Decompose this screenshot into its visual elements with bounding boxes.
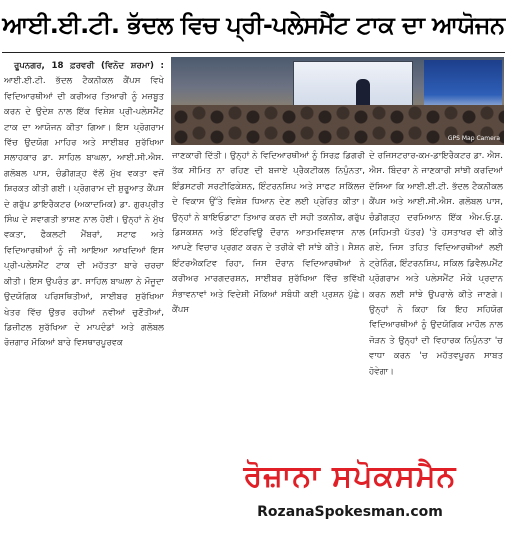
article-column-1: [4, 59, 164, 431]
column-1-text: ਆਈ.ਈ.ਟੀ. ਭੱਦਲ ਟੈਕਨੀਕਲ ਕੈਂਪਸ ਵਿਖੇ ਵਿਦਿਆਰਥੀਆਂ ਦੀ ਕਰੀਅਰ ਤਿਆਰੀ ਨੂੰ ਮਜ਼ਬੂਤ ਕਰਨ ਦੇ ਉਦੇਸ਼ ਨਾਲ ਇੱਕ ਵਿਸ਼ੇਸ਼ ਪ੍ਰੀ-ਪਲੇਸਮੈਂਟ ਟਾਕ ਦਾ ਆਯੋਜਨ ਕੀਤਾ ਗਿਆ। ਇਸ ਪ੍ਰੋਗਰਾਮ ਵਿੱਚ ਉਦਯੋਗ ਮਾਹਿਰ ਅਤੇ ਸਾਈਬਰ ਸੁਰੱਖਿਆ ਸਲਾਹਕਾਰ ਡਾ. ਸਾਹਿਲ ਬਾਘਲਾ, ਆਈ.ਸੀ.ਐਸ. ਗਲੋਬਲ ਪਾਸ, ਚੰਡੀਗੜ੍ਹ ਵੱਲੋਂ ਮੁੱਖ ਵਕਤਾ ਵਜੋਂ ਸ਼ਿਰਕਤ ਕੀਤੀ ਗਈ। ਪ੍ਰੋਗਰਾਮ ਦੀ ਸ਼ੁਰੂਆਤ ਕੈਂਪਸ ਦੇ ਗਰੁੱਪ ਡਾਇਰੈਕਟਰ (ਅਕਾਦਮਿਕ) ਡਾ. ਗੁਰਪ੍ਰੀਤ ਸਿੰਘ ਦੇ ਸਵਾਗਤੀ ਭਾਸ਼ਣ ਨਾਲ ਹੋਈ। ਉਨ੍ਹਾਂ ਨੇ ਮੁੱਖ ਵਕਤਾ, ਫੈਕਲਟੀ ਮੈਂਬਰਾਂ, ਸਟਾਫ ਅਤੇ ਵਿਦਿਆਰਥੀਆਂ ਨੂੰ ਜੀ ਆਇਆ ਆਖਦਿਆਂ ਇਸ ਪ੍ਰੀ-ਪਲੇਸਮੈਂਟ ਟਾਕ ਦੀ ਮਹੱਤਤਾ ਬਾਰੇ ਚਰਚਾ ਕੀਤੀ। ਇਸ ਉਪਰੰਤ ਡਾ. ਸਾਹਿਲ ਬਾਘਲਾ ਨੇ ਮੌਜੂਦਾ ਉਦਯੋਗਿਕ ਪਰਿਸਥਿਤੀਆਂ, ਸਾਈਬਰ ਸੁਰੱਖਿਆ ਖੇਤਰ ਵਿੱਚ ਉਭਰ ਰਹੀਆਂ ਨਵੀਆਂ ਚੁਣੌਤੀਆਂ, ਡਿਜ਼ੀਟਲ ਸੁਰੱਖਿਆ ਦੇ ਮਾਪਦੰਡਾਂ ਅਤੇ ਗਲੋਬਲ ਰੋਜ਼ਗਾਰ ਮੌਕਿਆਂ ਬਾਰੇ ਵਿਸਥਾਰਪੂਰਵਕ: [4, 76, 164, 349]
headline: ਆਈ.ਈ.ਟੀ. ਭੱਦਲ ਵਿਚ ਪ੍ਰੀ-ਪਲੇਸਮੈਂਟ ਟਾਕ ਦਾ ਆਯੋਜਨ: [2, 11, 505, 39]
article-column-3: [369, 149, 503, 431]
column-3-text: ਦੇ ਰਜਿਸਟਰਾਰ-ਕਮ-ਡਾਇਰੈਕਟਰ ਡਾ. ਐਸ. ਐਸ. ਬਿੰਦਰਾ ਨੇ ਜਾਣਕਾਰੀ ਸਾਂਝੀ ਕਰਦਿਆਂ ਦੱਸਿਆ ਕਿ ਆਈ.ਈ.ਟੀ. ਭੱਦਲ ਟੈਕਨੀਕਲ ਕੈਂਪਸ ਅਤੇ ਆਈ.ਸੀ.ਐਸ. ਗਲੋਬਲ ਪਾਸ, ਚੰਡੀਗੜ੍ਹ ਦਰਮਿਆਨ ਇੱਕ ਐਮ.ਓ.ਯੂ. (ਸਹਿਮਤੀ ਪੱਤਰ) 'ਤੇ ਹਸਤਾਖਰ ਵੀ ਕੀਤੇ ਗਏ, ਜਿਸ ਤਹਿਤ ਵਿਦਿਆਰਥੀਆਂ ਲਈ ਟ੍ਰੇਨਿੰਗ, ਇੰਟਰਨਸ਼ਿਪ, ਸਕਿਲ ਡਿਵੈਲਪਮੈਂਟ ਪ੍ਰੋਗਰਾਮ ਅਤੇ ਪਲੇਸਮੈਂਟ ਮੌਕੇ ਪ੍ਰਦਾਨ ਕਰਨ ਲਈ ਸਾਂਝੇ ਉਪਰਾਲੇ ਕੀਤੇ ਜਾਣਗੇ। ਉਨ੍ਹਾਂ ਨੇ ਕਿਹਾ ਕਿ ਇਹ ਸਹਿਯੋਗ ਵਿਦਿਆਰਥੀਆਂ ਨੂੰ ਉਦਯੋਗਿਕ ਮਾਹੌਲ ਨਾਲ ਜੋੜਨ ਤੇ ਉਨ੍ਹਾਂ ਦੀ ਵਿਹਾਰਕ ਨਿਪੁੰਨਤਾ 'ਚ ਵਾਧਾ ਕਰਨ 'ਚ ਮਹੱਤਵਪੂਰਨ ਸਾਬਤ ਹੋਵੇਗਾ।: [369, 151, 503, 377]
dateline: ਰੂਪਨਗਰ, 18 ਫ਼ਰਵਰੀ (ਵਿਨੋਦ ਸ਼ਰਮਾ) :: [14, 61, 164, 71]
article-column-2: [172, 149, 365, 431]
event-photo: [171, 57, 504, 145]
photo-stamp: GPS Map Camera: [447, 135, 500, 142]
headline-divider: [2, 52, 505, 53]
website-url[interactable]: RozanaSpokesman.com: [257, 504, 443, 520]
column-2-text: ਜਾਣਕਾਰੀ ਦਿੱਤੀ। ਉਨ੍ਹਾਂ ਨੇ ਵਿਦਿਆਰਥੀਆਂ ਨੂੰ ਸਿਰਫ਼ ਡਿਗਰੀ ਤੱਕ ਸੀਮਿਤ ਨਾ ਰਹਿਣ ਦੀ ਬਜਾਏ ਪ੍ਰੈਕਟੀਕਲ ਨਿਪੁੰਨਤਾ, ਇੰਡਸਟਰੀ ਸਰਟੀਫਿਕੇਸ਼ਨ, ਇੰਟਰਨਸ਼ਿਪ ਅਤੇ ਸਾਫਟ ਸਕਿੱਲਜ਼ ਦੇ ਵਿਕਾਸ ਉੱਤੇ ਵਿਸ਼ੇਸ਼ ਧਿਆਨ ਦੇਣ ਲਈ ਪ੍ਰੇਰਿਤ ਕੀਤਾ। ਉਨ੍ਹਾਂ ਨੇ ਬਾਇਓਡਾਟਾ ਤਿਆਰ ਕਰਨ ਦੀ ਸਹੀ ਤਕਨੀਕ, ਗਰੁੱਪ ਡਿਸਕਸ਼ਨ ਅਤੇ ਇੰਟਰਵਿਊ ਦੌਰਾਨ ਆਤਮਵਿਸ਼ਵਾਸ ਨਾਲ ਆਪਣੇ ਵਿਚਾਰ ਪ੍ਰਗਟ ਕਰਨ ਦੇ ਤਰੀਕੇ ਵੀ ਸਾਂਝੇ ਕੀਤੇ। ਸੈਸ਼ਨ ਇੰਟਰਐਕਟਿਵ ਰਿਹਾ, ਜਿਸ ਦੌਰਾਨ ਵਿਦਿਆਰਥੀਆਂ ਨੇ ਕਰੀਅਰ ਮਾਰਗਦਰਸ਼ਨ, ਸਾਈਬਰ ਸੁਰੱਖਿਆ ਵਿੱਚ ਭਵਿੱਖੀ ਸੰਭਾਵਨਾਵਾਂ ਅਤੇ ਵਿਦੇਸ਼ੀ ਮੌਕਿਆਂ ਸਬੰਧੀ ਕਈ ਪ੍ਰਸ਼ਨ ਪੁੱਛੇ। ਕੈਂਪਸ: [172, 151, 365, 316]
newspaper-masthead: ਰੋਜ਼ਾਨਾ ਸਪੋਕਸਮੈਨ: [243, 458, 457, 494]
